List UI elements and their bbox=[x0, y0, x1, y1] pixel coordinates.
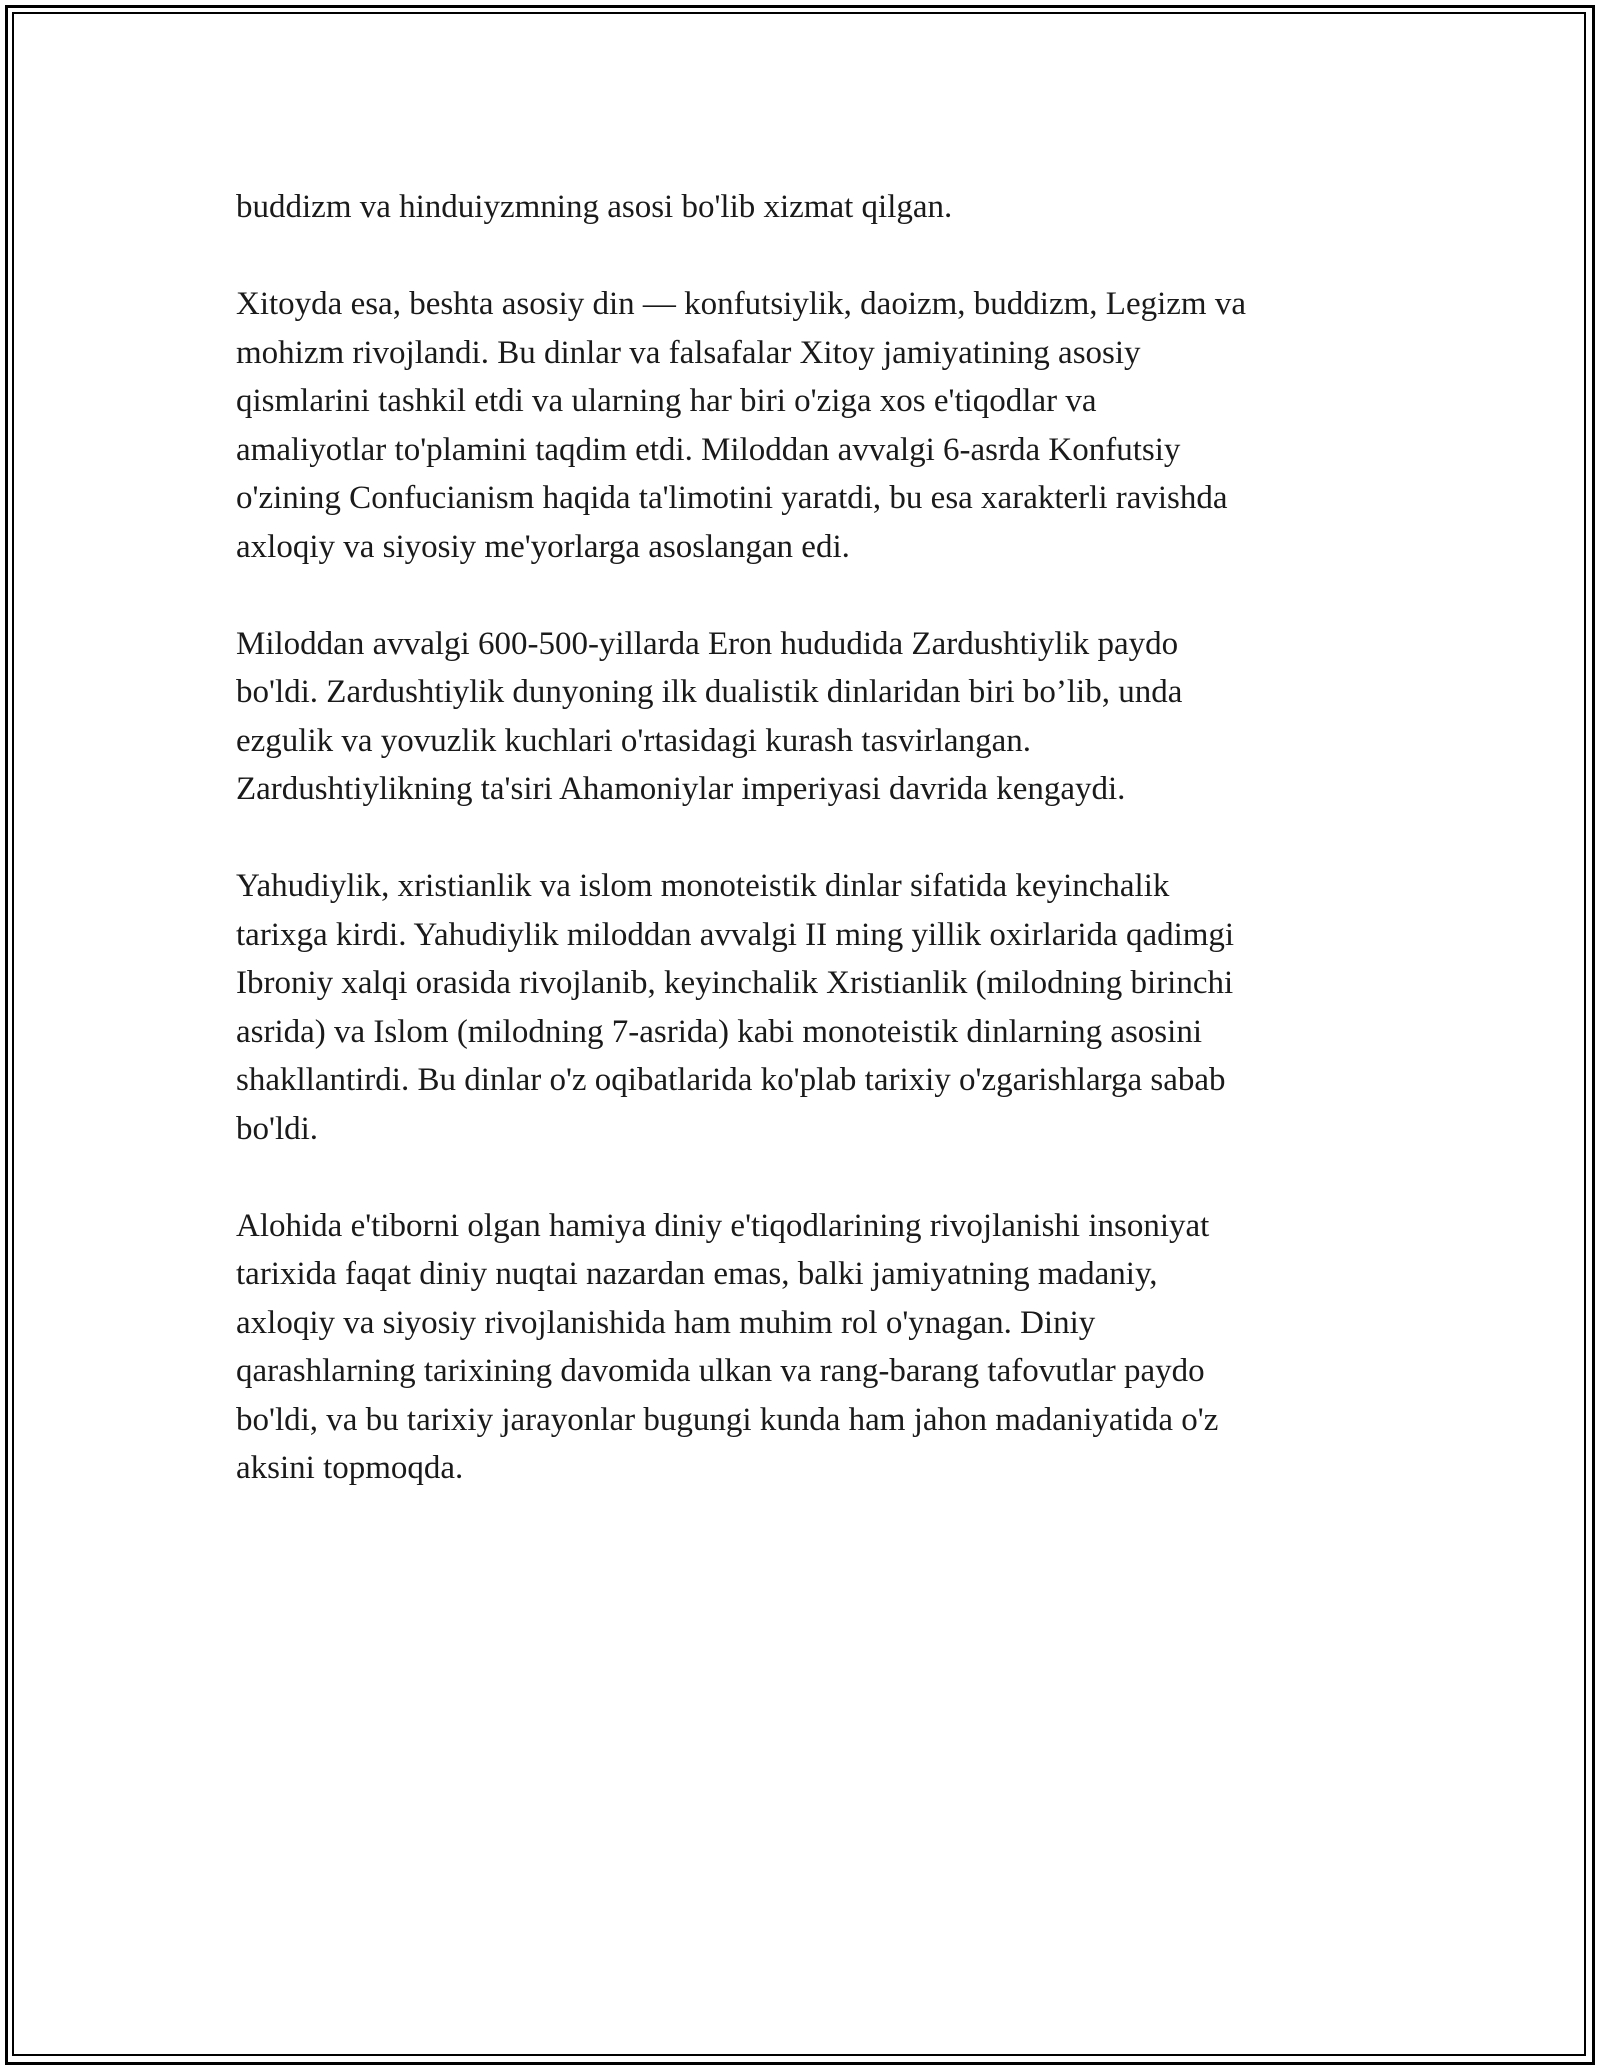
document-body bbox=[236, 183, 1366, 1541]
paragraph-4: Yahudiylik, xristianlik va islom monoteistik dinlar sifatida keyinchalik tarixga kirdi. Yahudiylik miloddan avvalgi II ming yillik oxirlarida qadimgi Ibroniy xalqi orasida rivojlanib, keyinchalik Xristianlik (milodning birinchi asrida) va Islom (milodning 7-asrida) kabi monoteistik dinlarning asosini shakllantirdi. Bu dinlar o'z oqibatlarida ko'plab tarixiy o'zgarishlarga sabab bo'ldi. bbox=[236, 868, 1235, 1147]
paragraph-2: Xitoyda esa, beshta asosiy din — konfutsiylik, daoizm, buddizm, Legizm va mohizm rivojlandi. Bu dinlar va falsafalar Xitoy jamiyatining asosiy qismlarini tashkil etdi va ularning har biri o'ziga xos e'tiqodlar va amaliyotlar to'plamini taqdim etdi. Miloddan avvalgi 6-asrda Konfutsiy o'zining Confucianism haqida ta'limotini yaratdi, bu esa xarakterli ravishda axloqiy va siyosiy me'yorlarga asoslangan edi. bbox=[236, 286, 1246, 565]
paragraph-3: Miloddan avvalgi 600-500-yillarda Eron hududida Zardushtiylik paydo bo'ldi. Zardushtiylik dunyoning ilk dualistik dinlaridan biri bo’lib, unda ezgulik va yovuzlik kuchlari o'rtasidagi kurash tasvirlangan. Zardushtiylikning ta'siri Ahamoniylar imperiyasi davrida kengaydi. bbox=[236, 625, 1183, 807]
paragraph-1: buddizm va hinduiyzmning asosi bo'lib xizmat qilgan. bbox=[236, 189, 953, 225]
paragraph-5: Alohida e'tiborni olgan hamiya diniy e'tiqodlarining rivojlanishi insoniyat tarixida faqat diniy nuqtai nazardan emas, balki jamiyatning madaniy, axloqiy va siyosiy rivojlanishida ham muhim rol o'ynagan. Diniy qarashlarning tarixining davomida ulkan va rang-barang tafovutlar paydo bo'ldi, va bu tarixiy jarayonlar bugungi kunda ham jahon madaniyatida o'z aksini topmoqda. bbox=[236, 1207, 1219, 1486]
